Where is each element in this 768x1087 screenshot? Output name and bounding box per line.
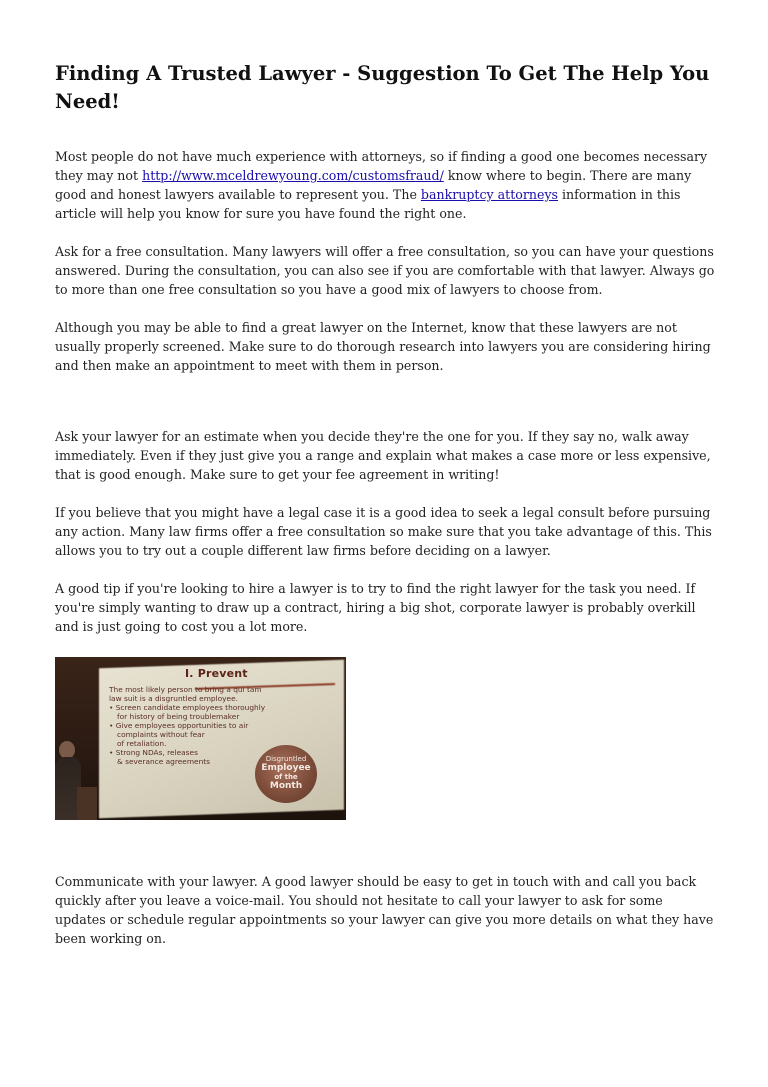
paragraph-communicate: Communicate with your lawyer. A good lawyer should be easy to get in touch with and call you back quickly after you leave a voice-mail. You should not hesitate to call your lawyer to ask for some updates or schedule regular appointments so your lawyer can give you more details on what they have been working on. [55,874,714,946]
slide-title: I. Prevent [185,667,248,680]
article-title: Finding A Trusted Lawyer - Suggestion To Get The Help You Need! [55,62,710,113]
intro-paragraph [55,147,715,223]
badge-line: Employee [261,763,311,773]
slide-line: complaints without fear [117,730,205,739]
paragraph-consultation: Ask for a free consultation. Many lawyers will offer a free consultation, so you can have your questions answered. During the consultation, you can also see if you are comfortable with that lawyer. Always go to more than one free consultation so you have a good mix of lawyers to choose from. [55,244,715,297]
badge-line: Disgruntled [265,755,307,763]
slide-text [109,685,279,766]
paragraph-estimate: Ask your lawyer for an estimate when you decide they're the one for you. If they say no, walk away immediately. Even if they just give you a range and explain what makes a case more or less expensive, that is good enough. Make sure to get your fee agreement in writing! [55,429,711,482]
intro-text-1: Most people do not have much experience with attorneys, so if finding a good one becomes necessary they may not [55,149,708,183]
slide-line: The most likely person to bring a qui tam [109,685,262,694]
presentation-photo [55,657,346,820]
slide-line: • Strong NDAs, releases [109,748,198,757]
paragraph-legal-case: If you believe that you might have a legal case it is a good idea to seek a legal consult before pursuing any action. Many law firms offer a free consultation so make sure that you take advantage of this. This allows you to try out a couple different law firms before deciding on a lawyer. [55,505,712,558]
podium [77,787,97,820]
intro-text-2: know where to begin. There are many good and honest lawyers available to represent you. The [55,168,692,202]
badge-line: of the [274,773,298,781]
paragraph-internet: Although you may be able to find a great lawyer on the Internet, know that these lawyers are not usually properly screened. Make sure to do thorough research into lawyers you are considering hiring and then make an appointment to meet with them in person. [55,320,711,373]
employee-of-month-badge [255,745,317,803]
intro-text-3: information in this article will help you know for sure you have found the right one. [55,187,681,221]
slide-line: • Give employees opportunities to air [109,721,249,730]
bankruptcy-attorneys-link[interactable]: bankruptcy attorneys [420,187,559,202]
customsfraud-link[interactable]: http://www.mceldrewyoung.com/customsfraud/ [142,168,444,183]
slide-line: & severance agreements [117,757,211,766]
slide-line: of retaliation. [117,739,167,748]
slide-line: • Screen candidate employees thoroughly [109,703,266,712]
paragraph-good-tip: A good tip if you're looking to hire a lawyer is to try to find the right lawyer for the task you need. If you're simply wanting to draw up a contract, hiring a big shot, corporate lawyer is probably overkill and is just going to cost you a lot more. [55,581,696,634]
badge-line: Month [269,781,303,791]
article [55,60,715,948]
slide-line: law suit is a disgruntled employee. [109,694,239,703]
slide-line: for history of being troublemaker [117,712,240,721]
